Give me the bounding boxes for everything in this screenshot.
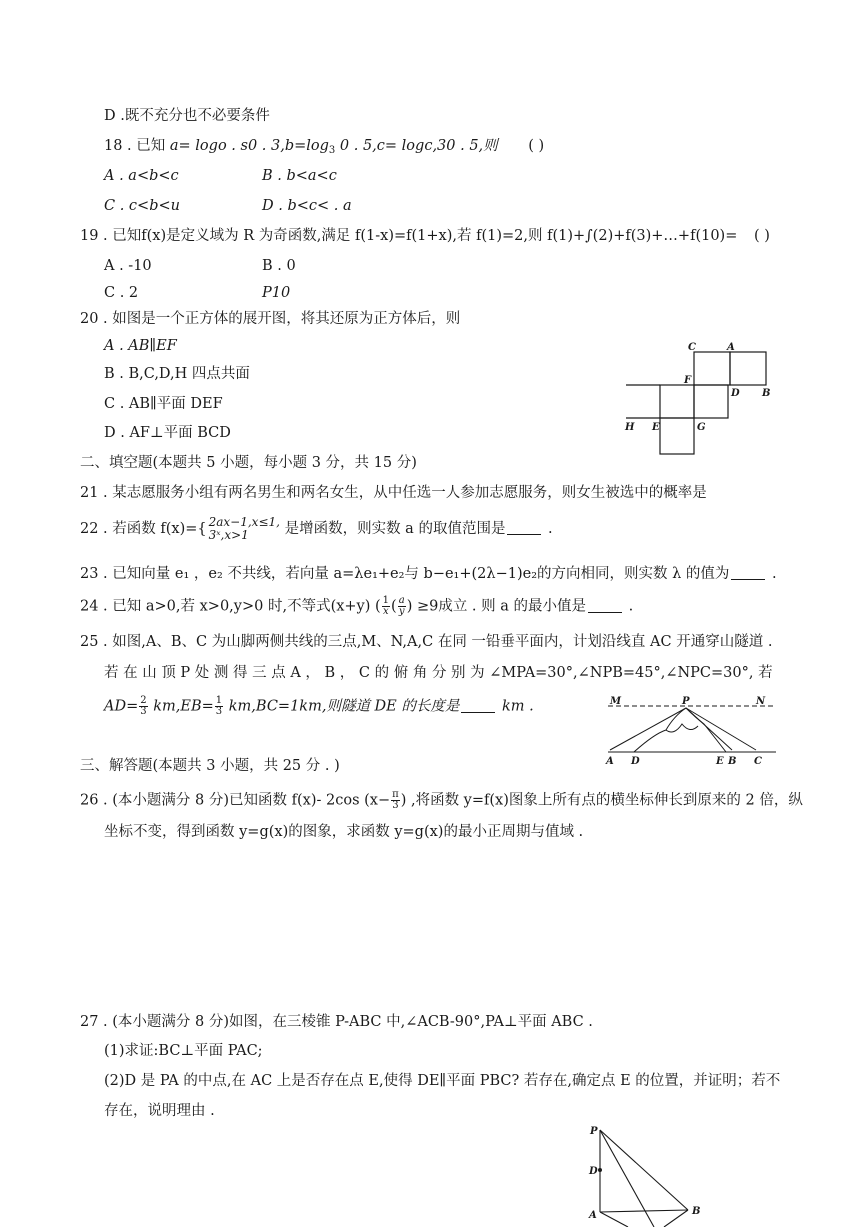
q24-fraction-2: $\frac{a}{y}$ [398, 595, 405, 617]
q23-answer-blank [731, 565, 765, 580]
q20-stem: 20 . 如图是一个正方体的展开图，将其还原为正方体后，则 [80, 311, 461, 327]
q27-part-2: (2)D 是 PA 的中点,在 AC 上是否存在点 E,使得 DE∥平面 PBC? 若存在,确定点 E 的位置，并证明；若不 [104, 1073, 781, 1089]
q22-answer-blank [507, 520, 541, 535]
q26-line-1: 26 . (本小题满分 8 分)已知函数 f(x)- 2cos (x− $\frac{\pi}{3}$ ) ,将函数 y=f(x)图象上所有点的横坐标伸长到原来的 2 倍，纵 [80, 789, 803, 811]
q23-stem: 23 . 已知向量 e₁ ，e₂ 不共线，若向量 a=λe₁+e₂与 b−e₁+(2λ−1)e₂的方向相同，则实数 λ 的值为 . [80, 566, 777, 582]
mtn-label-m: M [610, 696, 622, 707]
q18-stem: 18 . 已知 a= logo . s0 . $3,b=\log_3$ 0 . 5,c= logc,30 . 5,则 ( ) [104, 138, 545, 156]
q18-option-a: A . a<b<c [104, 168, 179, 184]
q20-option-d: D . AF⊥平面 BCD [104, 425, 231, 441]
q18-option-c: C . c<b<u [104, 198, 180, 214]
pyramid-label-p: P [590, 1126, 598, 1137]
q22-stem: 22 . 若函数 f(x)={ 2ax−1,x≤1, 3ˣ,x>1 是增函数，则实数 a 的取值范围是 . [80, 515, 553, 542]
pyramid-label-b: B [692, 1206, 701, 1217]
q26-line-2: 坐标不变，得到函数 y=g(x)的图象，求函数 y=g(x)的最小正周期与值域 . [104, 824, 584, 840]
mtn-label-d: D [631, 756, 640, 767]
q25-fraction-ad: $\frac{2}{3}$ [140, 695, 147, 717]
point-d-marker [598, 1168, 602, 1172]
q27-part-2-cont: 存在，说明理由 . [104, 1103, 215, 1119]
q25-answer-blank [461, 698, 495, 713]
q19-option-a: A . -10 [104, 258, 152, 274]
q27-part-1: (1)求证:BC⊥平面 PAC; [104, 1043, 263, 1059]
net-label-b: B [762, 388, 771, 399]
net-label-d: D [731, 388, 740, 399]
q24-answer-blank [588, 598, 622, 613]
section-3-heading: 三、解答题(本题共 3 小题，共 25 分 . ) [80, 758, 340, 774]
net-label-a: A [727, 342, 735, 353]
mtn-label-p: P [682, 696, 690, 707]
net-label-e: E [652, 422, 660, 433]
mtn-label-a: A [606, 756, 614, 767]
mtn-label-b: B [728, 756, 737, 767]
pyramid-label-a: A [589, 1210, 597, 1221]
q27-line-1: 27 . (本小题满分 8 分)如图，在三棱锥 P-ABC 中,∠ACB-90°,PA⊥平面 ABC . [80, 1014, 593, 1030]
q18-option-d: D . b<c< . a [262, 198, 352, 214]
q20-option-c: C . AB∥平面 DEF [104, 396, 223, 412]
q24-stem: 24 . 已知 a>0,若 x>0,y>0 时,不等式(x+y) ( $\frac{1}{x}$ ( $\frac{a}{y}$ ) ≥9成立 . 则 a 的最小值是 . [80, 595, 634, 617]
q21-stem: 21 . 某志愿服务小组有两名男生和两名女生，从中任选一人参加志愿服务，则女生被选中的概率是 [80, 485, 707, 501]
q22-piecewise: 2ax−1,x≤1, 3ˣ,x>1 [208, 515, 280, 542]
cube-net-figure [620, 340, 780, 460]
section-2-heading: 二、填空题(本题共 5 小题，每小题 3 分，共 15 分) [80, 455, 417, 471]
net-label-g: G [697, 422, 706, 433]
net-label-h: H [625, 422, 635, 433]
q19-stem: 19 . 已知f(x)是定义域为 R 为奇函数,满足 f(1-x)=f(1+x),若 f(1)=2,则 f(1)+∫(2)+f(3)+…+f(10)= ( ) [80, 228, 770, 244]
q20-option-a: A . AB∥EF [104, 338, 177, 354]
q19-option-d: P10 [262, 285, 291, 301]
mtn-label-e: E [716, 756, 724, 767]
mtn-label-c: C [754, 756, 762, 767]
pyramid-figure [584, 1122, 714, 1227]
q26-fraction: $\frac{\pi}{3}$ [392, 789, 399, 811]
q18-answer-paren: ( ) [528, 138, 545, 154]
q19-answer-paren: ( ) [753, 228, 770, 244]
q20-option-b: B . B,C,D,H 四点共面 [104, 366, 250, 382]
q17-option-d: D .既不充分也不必要条件 [104, 108, 270, 124]
net-label-c: C [688, 342, 696, 353]
q19-option-b: B . 0 [262, 258, 296, 274]
pyramid-label-d: D [589, 1166, 598, 1177]
q19-option-c: C . 2 [104, 285, 139, 301]
q25-line-1: 25 . 如图,A、B、C 为山脚两侧共线的三点,M、N,A,C 在同 一铅垂平面内，计划沿线直 AC 开通穿山隧道 . [80, 634, 773, 650]
q25-fraction-eb: $\frac{1}{3}$ [215, 695, 223, 717]
q25-line-3: AD= $\frac{2}{3}$ km,EB= $\frac{1}{3}$ km,BC=1km,则隧道 DE 的长度是 km . [104, 695, 534, 717]
mtn-label-n: N [756, 696, 766, 707]
q24-fraction-1: $\frac{1}{x}$ [382, 595, 390, 617]
q25-line-2: 若 在 山 顶 P 处 测 得 三 点 A ， B ， C 的 俯 角 分 别 为 ∠MPA=30°,∠NPB=45°,∠NPC=30°, 若 [104, 665, 773, 681]
q18-option-b: B . b<a<c [262, 168, 337, 184]
net-label-f: F [684, 375, 692, 386]
mountain-tunnel-figure [604, 694, 780, 768]
